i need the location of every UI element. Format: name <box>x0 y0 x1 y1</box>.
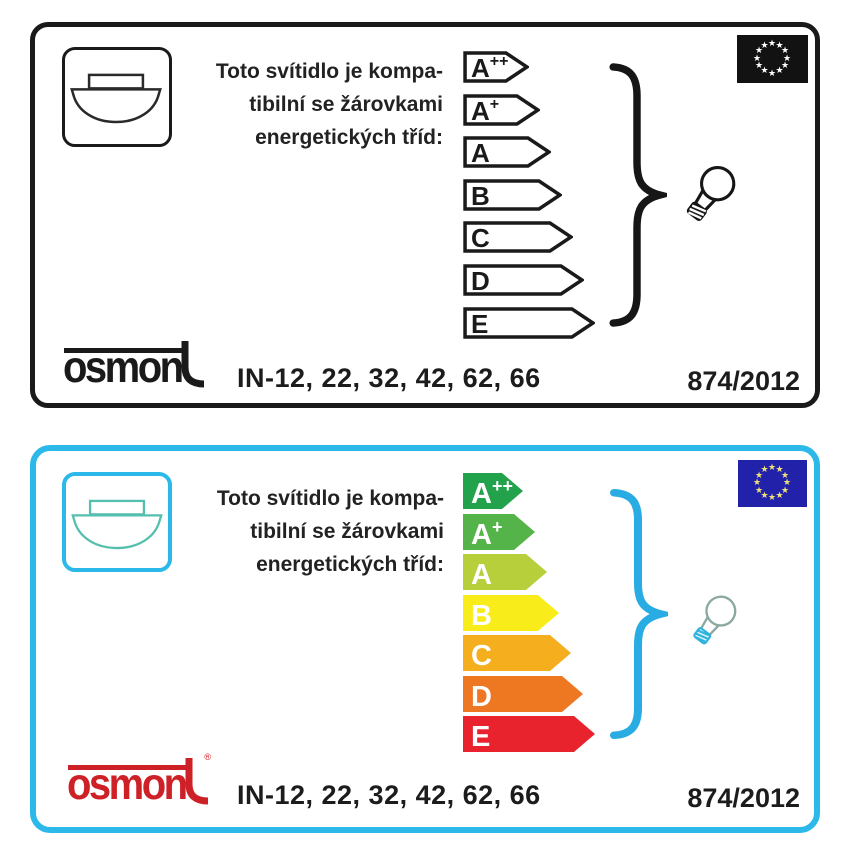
eu-star: ★ <box>775 39 784 50</box>
svg-text:C: C <box>471 640 492 671</box>
brand-t-glyph <box>183 756 211 805</box>
eu-star: ★ <box>753 52 762 63</box>
registered-mark: ® <box>204 752 211 762</box>
svg-text:E: E <box>471 721 491 752</box>
eu-star: ★ <box>783 52 792 63</box>
energy-class-arrow-c <box>463 221 573 253</box>
energy-class-arrow-d <box>463 264 584 296</box>
ceiling-luminaire-icon <box>66 53 166 143</box>
energy-class-arrow-a++ <box>463 51 529 83</box>
svg-text:A+: A+ <box>471 95 500 126</box>
energy-class-arrow-b <box>463 595 561 631</box>
svg-text:A++: A++ <box>471 53 509 83</box>
eu-star: ★ <box>755 469 764 480</box>
energy-class-list <box>463 473 597 757</box>
eu-star: ★ <box>760 464 769 474</box>
energy-class-arrow-e <box>463 307 595 339</box>
compatibility-text <box>185 55 443 154</box>
compat-line-1: Toto svítidlo je kompa- <box>216 487 444 510</box>
energy-class-arrow-b <box>463 179 562 211</box>
eu-flag <box>738 460 807 507</box>
regulation-text: 874/2012 <box>687 366 800 396</box>
energy-class-arrow-c <box>463 635 573 671</box>
brand-t-glyph <box>179 339 207 388</box>
regulation-text: 874/2012 <box>687 783 800 813</box>
bulb-icon <box>682 590 746 661</box>
energy-class-arrow-a+ <box>463 94 540 126</box>
energy-class-arrow-e <box>463 716 597 752</box>
eu-star: ★ <box>760 65 769 76</box>
brand-word: osmon <box>63 342 182 392</box>
svg-text:D: D <box>471 265 490 296</box>
svg-text:B: B <box>471 599 492 631</box>
svg-text:A+: A+ <box>471 516 503 550</box>
eu-star: ★ <box>780 484 790 495</box>
energy-class-arrow-a <box>463 136 551 168</box>
eu-flag <box>737 35 808 83</box>
card-content <box>35 27 815 403</box>
svg-text:A: A <box>471 559 492 590</box>
eu-star: ★ <box>780 60 790 70</box>
compat-line-3: energetických tříd: <box>256 553 444 576</box>
eu-star: ★ <box>783 477 792 487</box>
eu-star: ★ <box>775 489 784 500</box>
eu-star: ★ <box>755 60 764 70</box>
eu-star: ★ <box>775 65 784 76</box>
svg-text:C: C <box>471 223 490 254</box>
eu-star: ★ <box>760 39 769 50</box>
brace-icon <box>607 62 667 333</box>
eu-star: ★ <box>760 489 769 500</box>
eu-star: ★ <box>768 67 777 78</box>
energy-class-arrow-a+ <box>463 514 537 550</box>
eu-star: ★ <box>768 37 777 48</box>
brand-word: osmon <box>67 759 186 809</box>
compat-line-1: Toto svítidlo je kompa- <box>215 60 443 83</box>
eu-star: ★ <box>780 45 790 55</box>
energy-label-card-color <box>30 445 820 833</box>
brand-logo <box>67 752 213 809</box>
compat-line-2: tibilní se žárovkami <box>249 93 443 116</box>
energy-class-arrow-a <box>463 554 549 590</box>
brace-icon <box>608 488 668 745</box>
energy-class-arrow-d <box>463 676 585 712</box>
svg-text:D: D <box>471 680 492 712</box>
energy-class-arrow-a++ <box>463 473 525 509</box>
svg-text:A: A <box>471 138 490 169</box>
eu-star: ★ <box>775 464 784 474</box>
bulb-icon <box>675 160 745 239</box>
models-text: IN-12, 22, 32, 42, 62, 66 <box>237 363 541 393</box>
eu-star: ★ <box>768 462 777 472</box>
models-text: IN-12, 22, 32, 42, 62, 66 <box>237 780 541 810</box>
card-content <box>36 451 814 827</box>
svg-text:B: B <box>471 180 490 211</box>
brand-logo <box>63 339 209 392</box>
luminaire-icon-box <box>62 47 172 147</box>
svg-text:A++: A++ <box>471 476 513 509</box>
eu-star: ★ <box>753 477 762 487</box>
eu-star: ★ <box>780 469 790 480</box>
svg-text:E: E <box>471 308 489 339</box>
eu-star: ★ <box>755 484 764 495</box>
compatibility-text <box>186 482 444 581</box>
ceiling-luminaire-icon <box>67 479 167 569</box>
energy-label-card-monochrome <box>30 22 820 408</box>
eu-star: ★ <box>755 45 764 55</box>
luminaire-icon-box <box>62 472 172 572</box>
eu-star: ★ <box>768 492 777 502</box>
compat-line-2: tibilní se žárovkami <box>250 520 444 543</box>
energy-class-list <box>463 51 595 349</box>
compat-line-3: energetických tříd: <box>255 126 443 149</box>
